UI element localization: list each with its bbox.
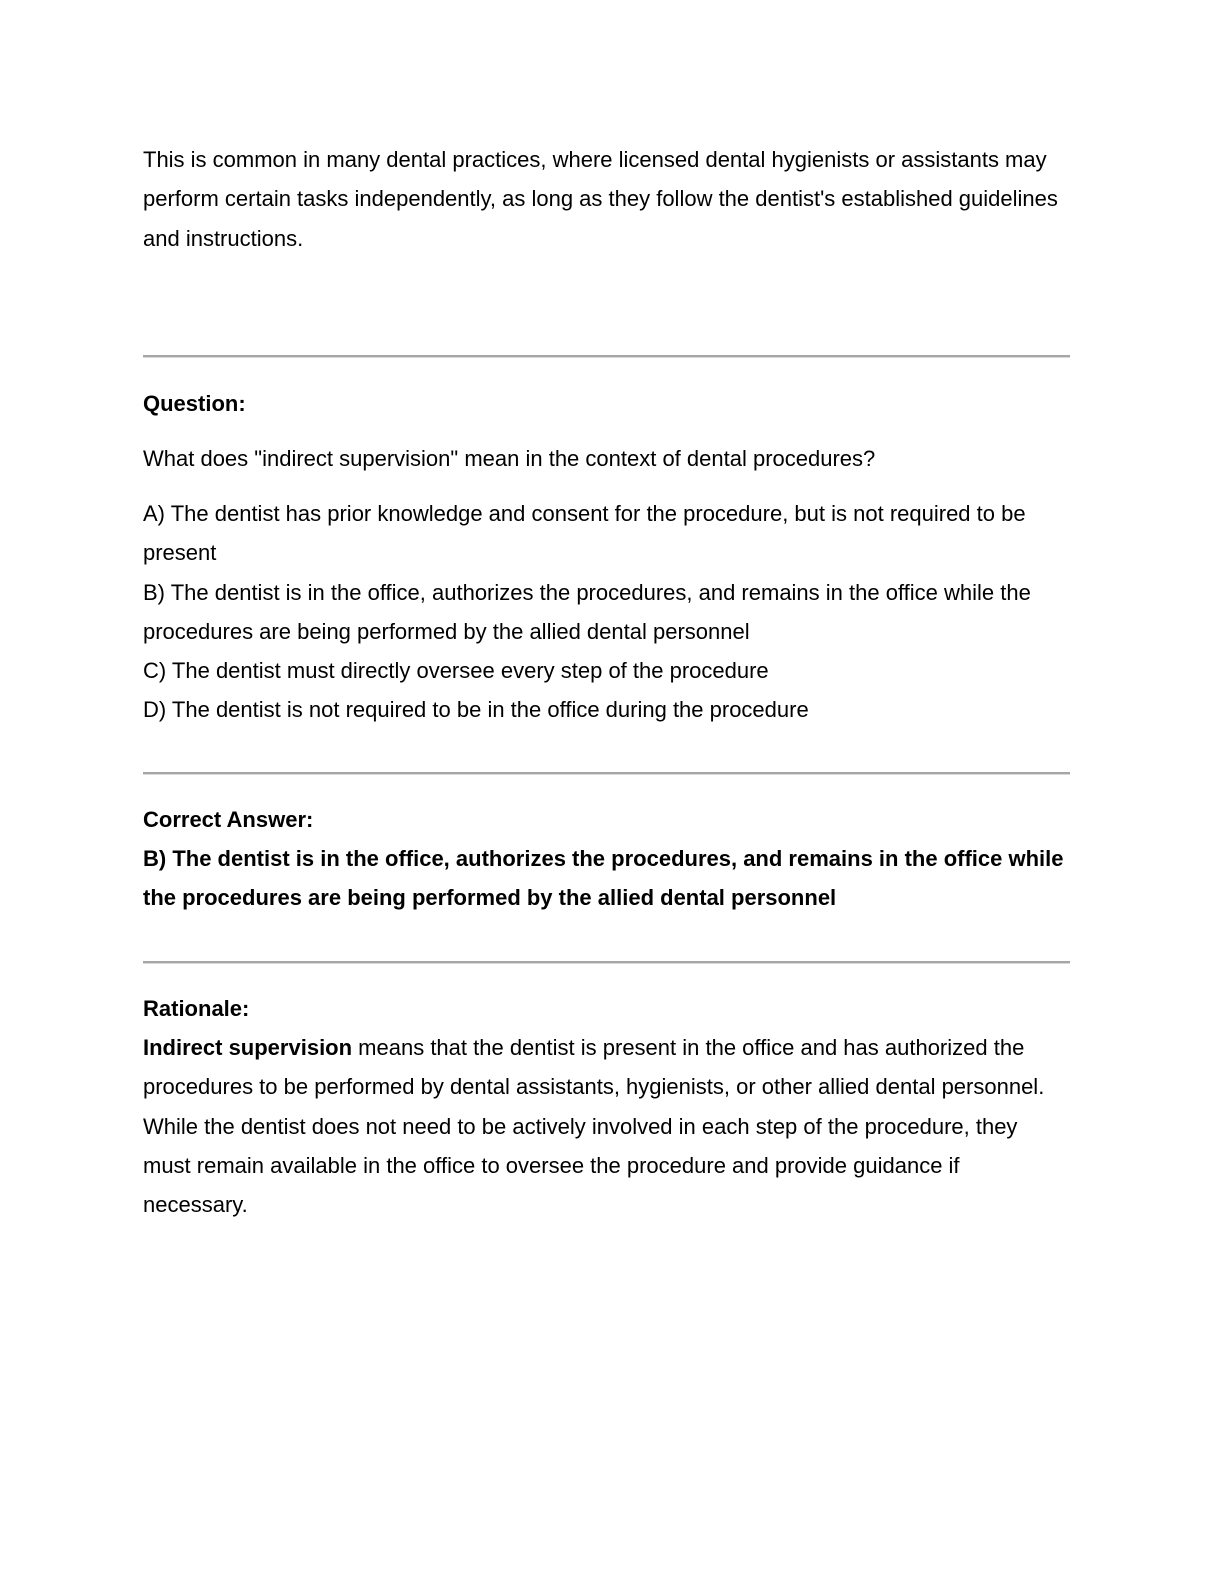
option-a: A) The dentist has prior knowledge and consent for the procedure, but is not required to be present	[143, 501, 1026, 566]
question-options	[143, 494, 1070, 730]
question-label: Question:	[143, 391, 246, 416]
option-b: B) The dentist is in the office, authorizes the procedures, and remains in the office while the procedures are being performed by the allied dental personnel	[143, 579, 1031, 644]
question-text: What does "indirect supervision" mean in the context of dental procedures?	[143, 446, 876, 471]
divider-2	[143, 772, 1070, 775]
answer-label: Correct Answer:	[143, 807, 314, 832]
answer-text: B) The dentist is in the office, authorizes the procedures, and remains in the office while the procedures are being performed by the allied dental personnel	[143, 846, 1064, 911]
divider-1	[143, 355, 1070, 358]
divider-3	[143, 961, 1070, 964]
intro-paragraph: This is common in many dental practices, where licensed dental hygienists or assistants may perform certain tasks independently, as long as they follow the dentist's established guidelines and instructions.	[143, 147, 1058, 251]
rationale-term: Indirect supervision	[143, 1035, 353, 1060]
option-d: D) The dentist is not required to be in the office during the procedure	[143, 697, 809, 723]
document-page	[143, 0, 1070, 1584]
rationale-text: means that the dentist is present in the office and has authorized the procedures to be performed by dental assistants, hygienists, or other allied dental personnel. While the dentist does not need to be actively involved in each step of the procedure, they must remain available in the office to oversee the procedure and provide guidance if necessary.	[143, 1035, 1045, 1218]
rationale-label: Rationale:	[143, 996, 250, 1021]
option-c: C) The dentist must directly oversee every step of the procedure	[143, 658, 769, 684]
rationale-paragraph	[143, 1028, 1070, 1224]
